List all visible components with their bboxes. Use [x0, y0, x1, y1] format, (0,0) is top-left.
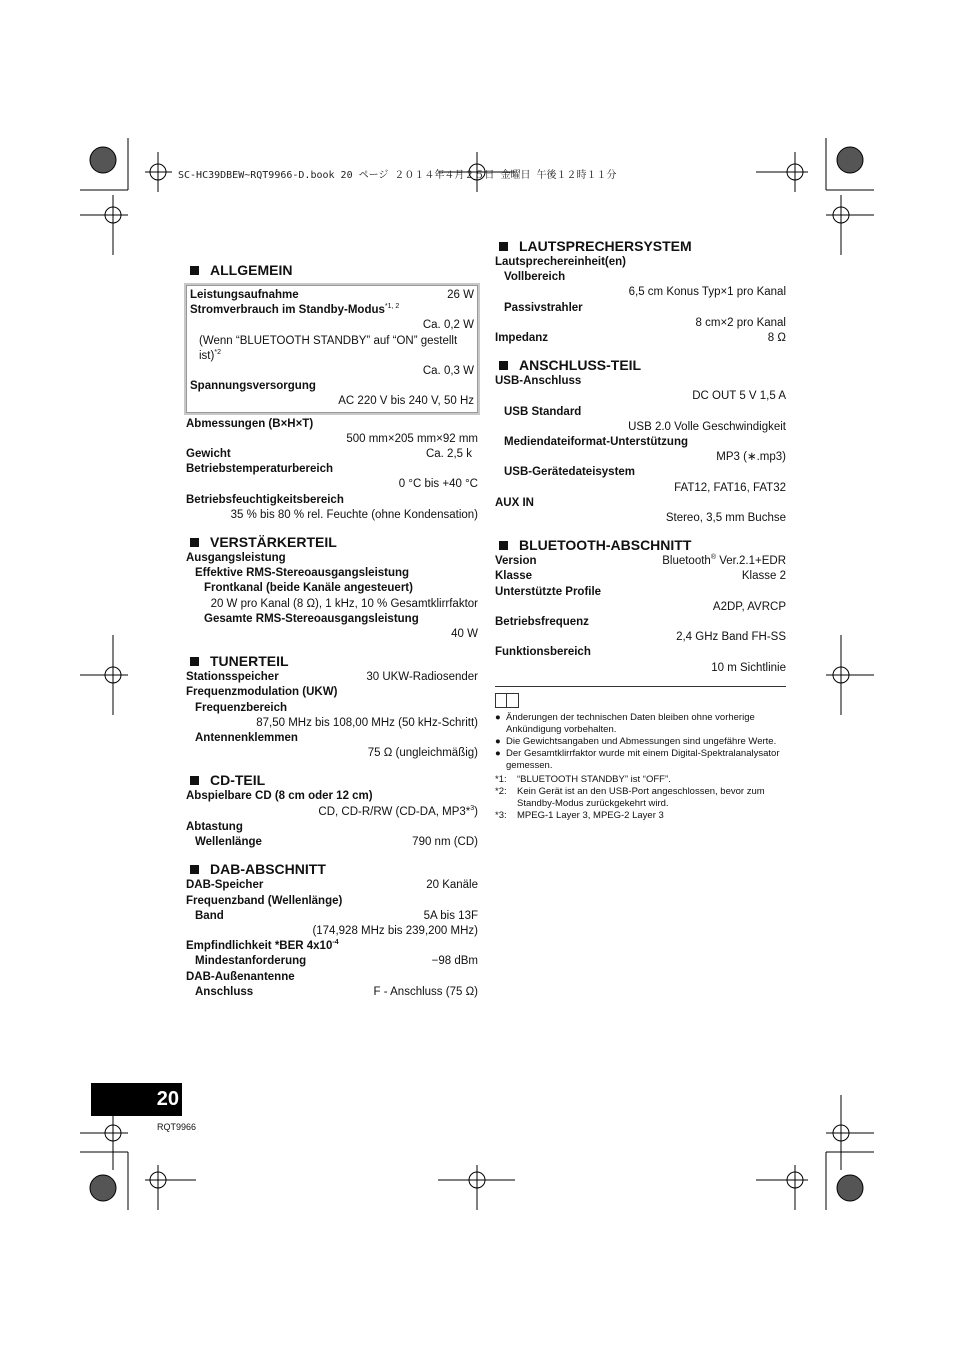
right-column: LAUTSPRECHERSYSTEM Lautsprechereinheit(en) Vollbereich 6,5 cm Konus Typ×1 pro Kanal Passivstrahler 8 cm×2 pro Kanal Impedanz 8 Ω ANSCHLUSS-TEIL USB-Anschluss DC OUT 5 V 1,5 A USB Standard USB 2.0 Volle Geschwindigkeit Mediendateiformat-Unterstützung MP3 (∗.mp3) USB-Gerätedateisystem FAT12, FAT16, FAT32 AUX IN Stereo, 3,5 mm Buchse BLUETOOTH-ABSCHNITT Version Bluetooth® Ver.2.1+EDR Klasse Klasse 2 Unterstützte Profile A2DP, AVRCP Betriebsfrequenz 2,4 GHz Band FH-SS Funktionsbereich 10 m Sichtlinie ● Änderungen der technischen Daten bleiben ohne vorherige Ankündigung vorbehalten. ● Die Gewichtsangaben und Abmessungen sind ungefähre Werte. ● Der Gesamtklirrfaktor wurde mit einem Digital-Spektralanalysator gemessen. *1: “BLUETOOTH STANDBY” ist “OFF”. *2: Kein Gerät ist an den USB-Port angeschlossen, bevor zum Standby-Modus zurückgekehrt wird. *3: MPEG-1 Layer 3, MPEG-2 Layer 3 [495, 238, 786, 821]
section-heading-lautsprecher: LAUTSPRECHERSYSTEM [495, 237, 786, 255]
note-item: ● Änderungen der technischen Daten bleiben ohne vorherige Ankündigung vorbehalten. [495, 711, 755, 735]
print-header-line: SC-HC39DBEW~RQT9966-D.book 20 ページ ２０１４年４月２５日 金曜日 午後１２時１１分 [178, 170, 617, 181]
section-heading-tuner: TUNERTEIL [186, 652, 478, 670]
book-icon [495, 693, 519, 708]
section-heading-dab: DAB-ABSCHNITT [186, 860, 478, 878]
left-column: ALLGEMEIN Leistungsaufnahme 26 W Stromverbrauch im Standby-Modus$^{*1, 2}$ Ca. 0,2 W (Wenn “BLUETOOTH STANDBY” auf “ON” gestellt ist)$^{*2}$ Ca. 0,3 W Spannungsversorgung AC 220 V bis 240 V, 50 Hz Abmessungen (B×H×T) 500 mm×205 mm×92 mm Gewicht Ca. 2,5 k Betriebstemperaturbereich 0 °C bis +40 °C Betriebsfeuchtigkeitsbereich 35 % bis 80 % rel. Feuchte (ohne Kondensation) VERSTÄRKERTEIL Ausgangsleistung Effektive RMS-Stereoausgangsleistung Frontkanal (beide Kanäle angesteuert) 20 W pro Kanal (8 Ω), 1 kHz, 10 % Gesamtklirrfaktor Gesamte RMS-Stereoausgangsleistung 40 W TUNERTEIL Stationsspeicher 30 UKW-Radiosender Frequenzmodulation (UKW) Frequenzbereich 87,50 MHz bis 108,00 MHz (50 kHz-Schritt) Antennenklemmen 75 Ω (ungleichmäßig) CD-TEIL Abspielbare CD (8 cm oder 12 cm) CD, CD-R/RW (CD-DA, MP3*$^3$) Abtastung Wellenlänge 790 nm (CD) DAB-ABSCHNITT DAB-Speicher 20 Kanäle Frequenzband (Wellenlänge) Band 5A bis 13F (174,928 MHz bis 239,200 MHz) Empfindlichkeit *BER $4x10^{-4}$ Mindestanforderung −98 dBm DAB-Außenantenne Anschluss F - Anschluss (75 Ω) [186, 262, 478, 998]
power-box: Leistungsaufnahme 26 W Stromverbrauch im Standby-Modus$^{*1, 2}$ Ca. 0,2 W (Wenn “BLUETOOTH STANDBY” auf “ON” gestellt ist)$^{*2}$ Ca. 0,3 W Spannungsversorgung AC 220 V bis 240 V, 50 Hz [186, 285, 478, 413]
section-heading-anschluss: ANSCHLUSS-TEIL [495, 356, 786, 374]
page-number-badge: 20 [91, 1083, 182, 1116]
note-item: ● Der Gesamtklirrfaktor wurde mit einem Digital-Spektralanalysator gemessen. [495, 747, 780, 771]
note-item: ● Die Gewichtsangaben und Abmessungen sind ungefähre Werte. [495, 735, 777, 747]
doc-code: RQT9966 [157, 1122, 197, 1132]
notes-block [495, 712, 786, 822]
section-heading-cd: CD-TEIL [186, 771, 478, 789]
section-heading-allgemein: ALLGEMEIN [186, 261, 478, 279]
footnote-item: *2: Kein Gerät ist an den USB-Port angeschlossen, bevor zum Standby-Modus zurückgekehrt wird. [495, 785, 765, 809]
section-heading-bluetooth: BLUETOOTH-ABSCHNITT [495, 536, 786, 554]
section-heading-verstaerker: VERSTÄRKERTEIL [186, 533, 478, 551]
footnote-item: *3: MPEG-1 Layer 3, MPEG-2 Layer 3 [495, 809, 664, 821]
footnote-item: *1: “BLUETOOTH STANDBY” ist “OFF”. [495, 773, 671, 785]
notes-divider [495, 686, 786, 687]
